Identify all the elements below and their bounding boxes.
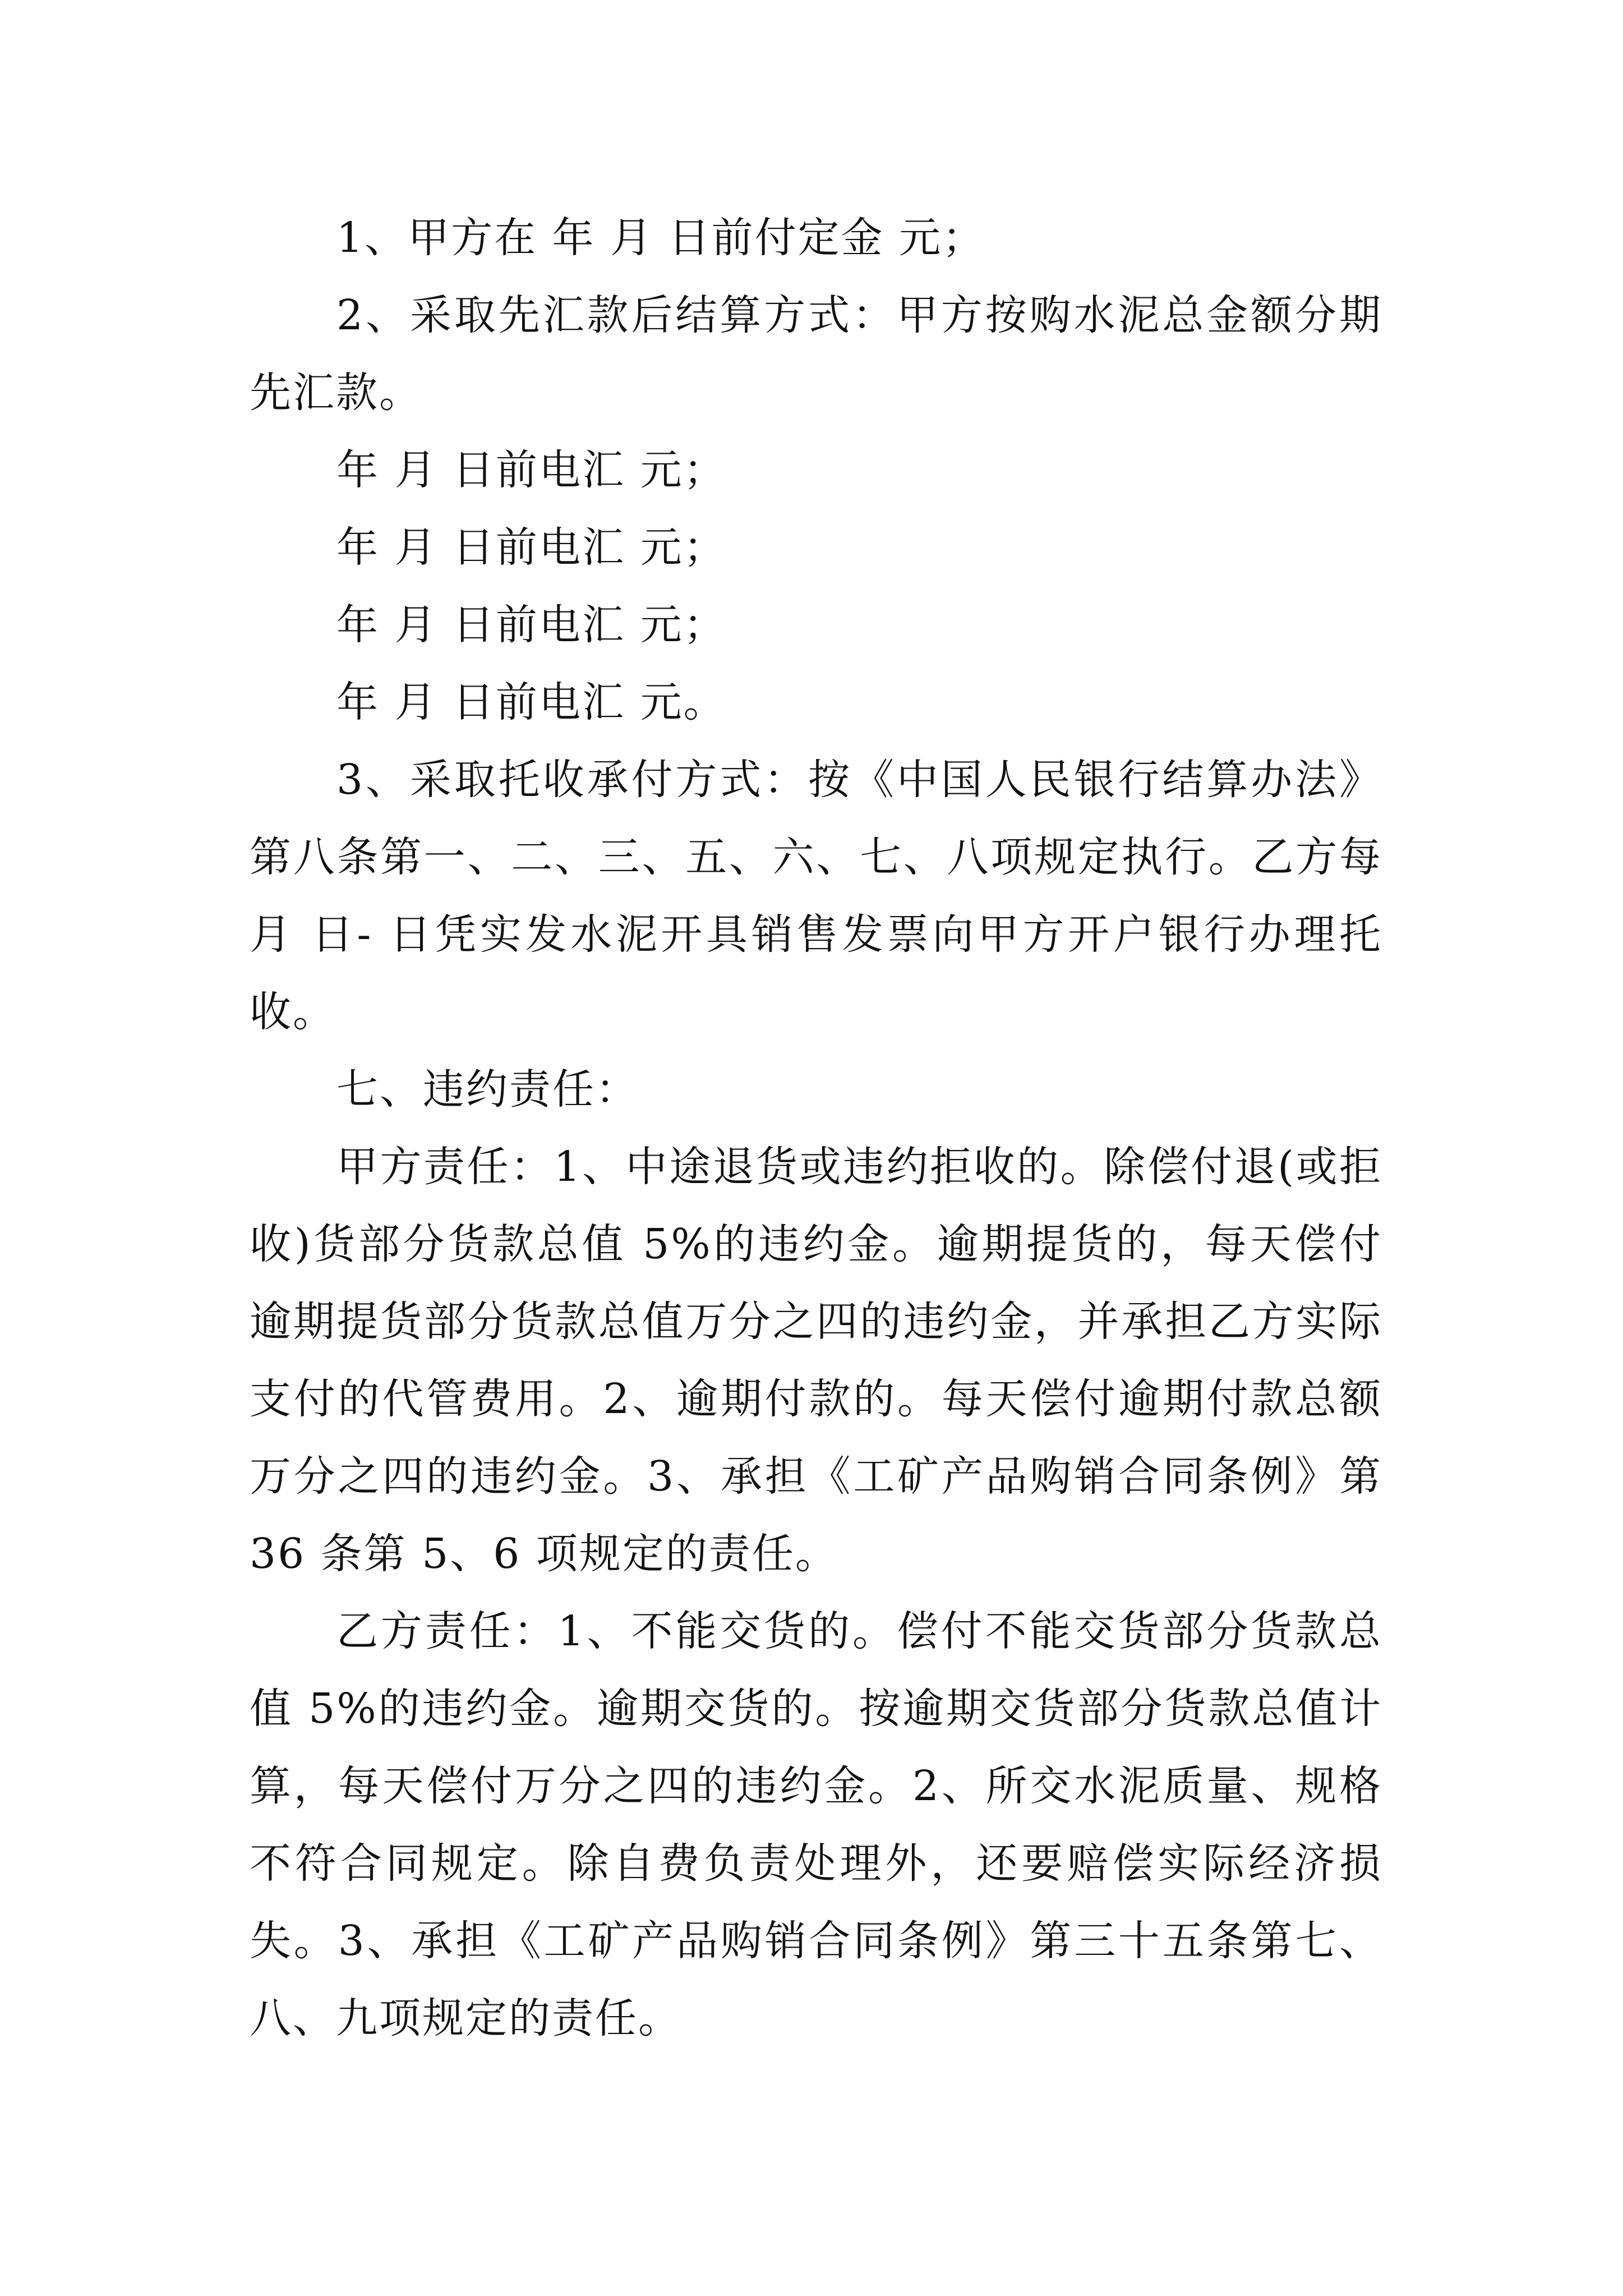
paragraph-party-a-liability: 甲方责任：1、中途退货或违约拒收的。除偿付退(或拒收)货部分货款总值 5%的违约金。逾期提货的，每天偿付逾期提货部分货款总值万分之四的违约金，并承担乙方实际支付的代管费用。2、逾期付款的。每天偿付逾期付款总额万分之四的违约金。3、承担《工矿产品购销合同条例》第 36 条第 5、6 项规定的责任。 [250, 1143, 1382, 1578]
paragraph-collection-clause: 3、采取托收承付方式：按《中国人民银行结算办法》第八条第一、二、三、五、六、七、八项规定执行。乙方每月 日- 日凭实发水泥开具销售发票向甲方开户银行办理托收。 [250, 756, 1382, 1036]
paragraph-party-b-liability: 乙方责任：1、不能交货的。偿付不能交货部分货款总值 5%的违约金。逾期交货的。按逾期交货部分货款总值计算，每天偿付万分之四的违约金。2、所交水泥质量、规格不符合同规定。除自费负责处理外，还要赔偿实际经济损失。3、承担《工矿产品购销合同条例》第三十五条第七、八、九项规定的责任。 [250, 1607, 1382, 2042]
paragraph-wire-transfer-4: 年 月 日前电汇 元。 [336, 678, 727, 726]
paragraph-wire-transfer-1: 年 月 日前电汇 元； [336, 446, 727, 494]
paragraph-prepayment-clause: 2、采取先汇款后结算方式：甲方按购水泥总金额分期先汇款。 [250, 291, 1382, 417]
paragraph-wire-transfer-3: 年 月 日前电汇 元； [336, 601, 727, 649]
paragraph-deposit-clause: 1、甲方在 年 月 日前付定金 元； [336, 214, 986, 262]
document-body [250, 199, 1382, 2057]
paragraph-wire-transfer-2: 年 月 日前电汇 元； [336, 523, 727, 572]
section-heading-liability: 七、违约责任： [336, 1065, 639, 1114]
